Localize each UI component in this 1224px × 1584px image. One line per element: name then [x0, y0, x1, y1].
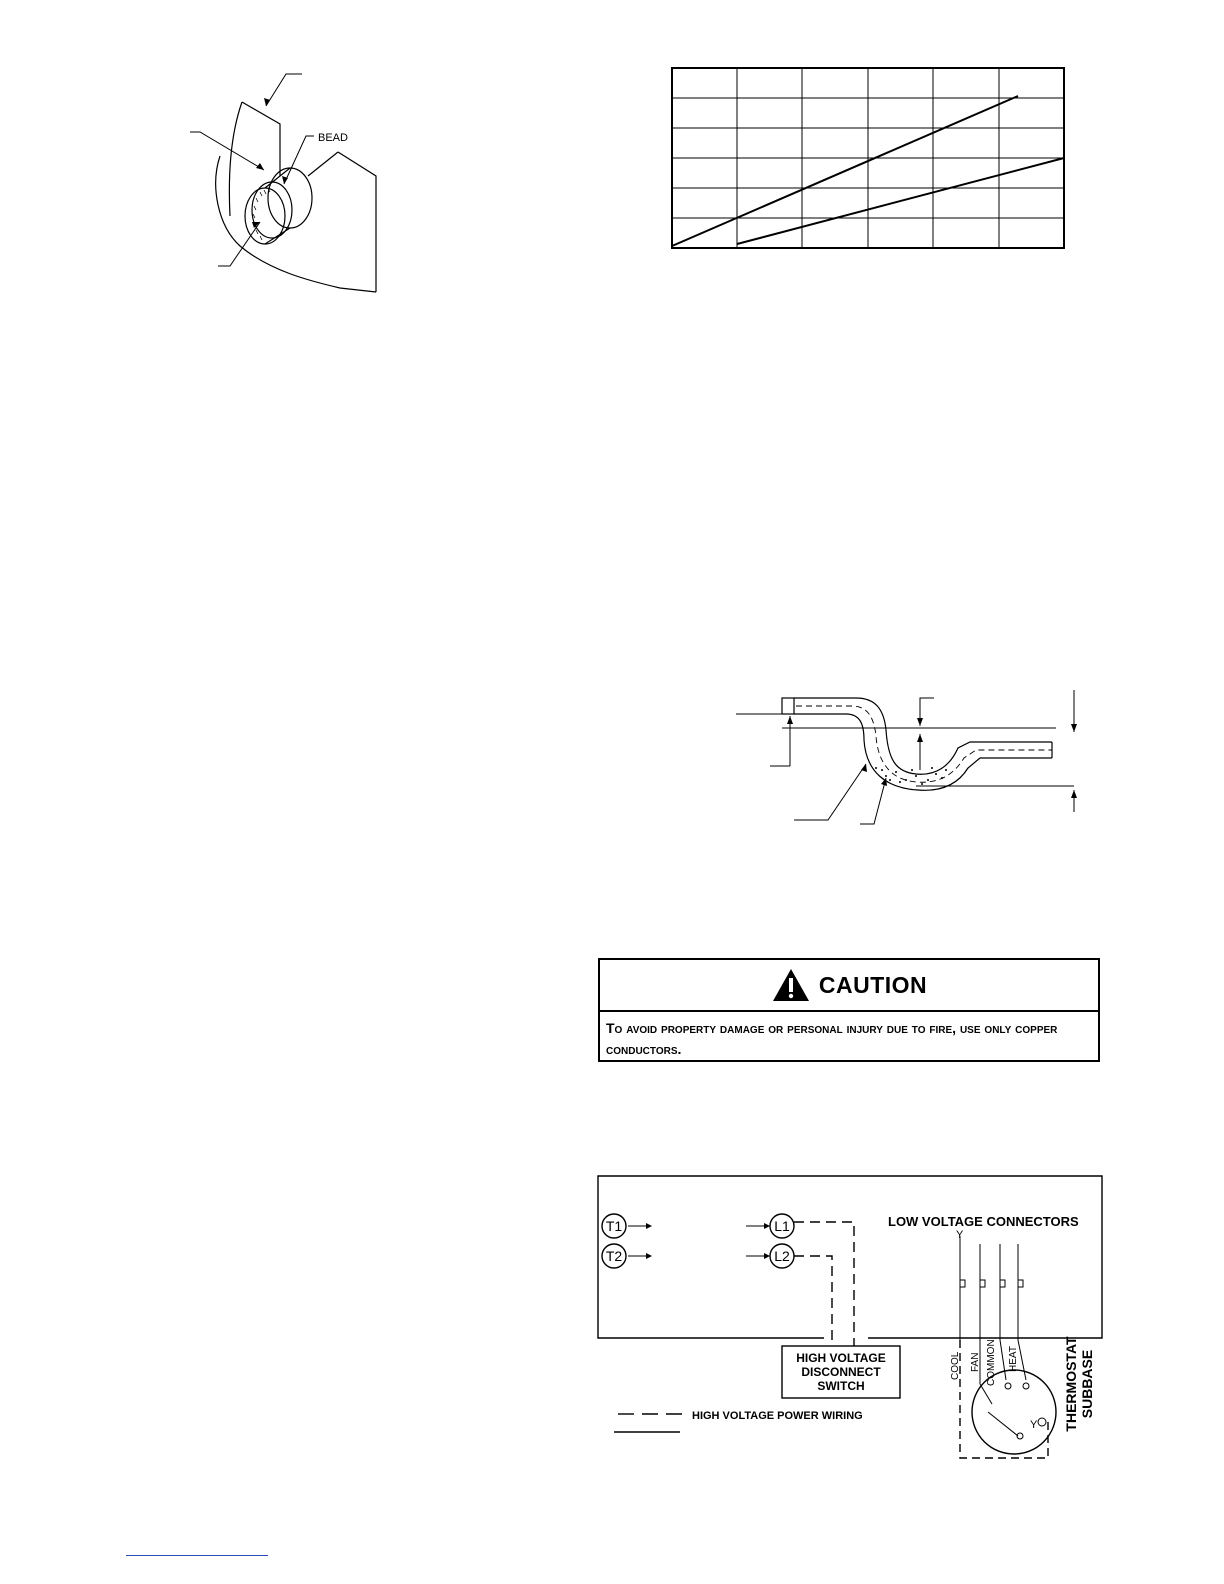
subbase-fan-label: FAN — [970, 1352, 981, 1372]
subbase-common-label: COMMON — [986, 1339, 997, 1386]
subbase-cool-label: COOL — [950, 1351, 961, 1380]
warning-triangle-icon — [771, 967, 811, 1003]
disconnect-label-1: HIGH VOLTAGE — [796, 1351, 886, 1365]
duct-collar-figure — [190, 66, 390, 298]
caution-header — [600, 960, 1098, 1012]
terminal-l1-label: L1 — [774, 1218, 790, 1234]
thermostat-label-2: SUBBASE — [1079, 1349, 1095, 1419]
thermostat-label-1: THERMOSTAT — [1063, 1336, 1079, 1432]
wiring-diagram-figure — [594, 1174, 1106, 1464]
disconnect-label-3: SWITCH — [817, 1379, 865, 1393]
bead-label: BEAD — [318, 132, 348, 144]
terminal-t1-label: T1 — [605, 1218, 623, 1234]
terminal-l2-label: L2 — [774, 1248, 790, 1264]
terminal-t2-label: T2 — [605, 1248, 623, 1264]
condensate-trap-figure — [736, 690, 1086, 830]
low-voltage-y-label: Y — [956, 1229, 964, 1241]
legend-high-voltage: HIGH VOLTAGE POWER WIRING — [692, 1410, 863, 1422]
low-voltage-label: LOW VOLTAGE CONNECTORS — [888, 1214, 1079, 1229]
disconnect-label-2: DISCONNECT — [801, 1365, 881, 1379]
subbase-y-label: Y — [1030, 1419, 1038, 1431]
caution-title: CAUTION — [818, 971, 928, 998]
caution-message: To avoid property damage or personal injury due to fire, use only copper conductors. — [606, 1020, 1058, 1057]
performance-grid-figure — [668, 64, 1068, 250]
caution-box — [598, 958, 1100, 1062]
footer-link-underline — [126, 1555, 268, 1556]
subbase-heat-label: HEAT — [1008, 1346, 1019, 1372]
